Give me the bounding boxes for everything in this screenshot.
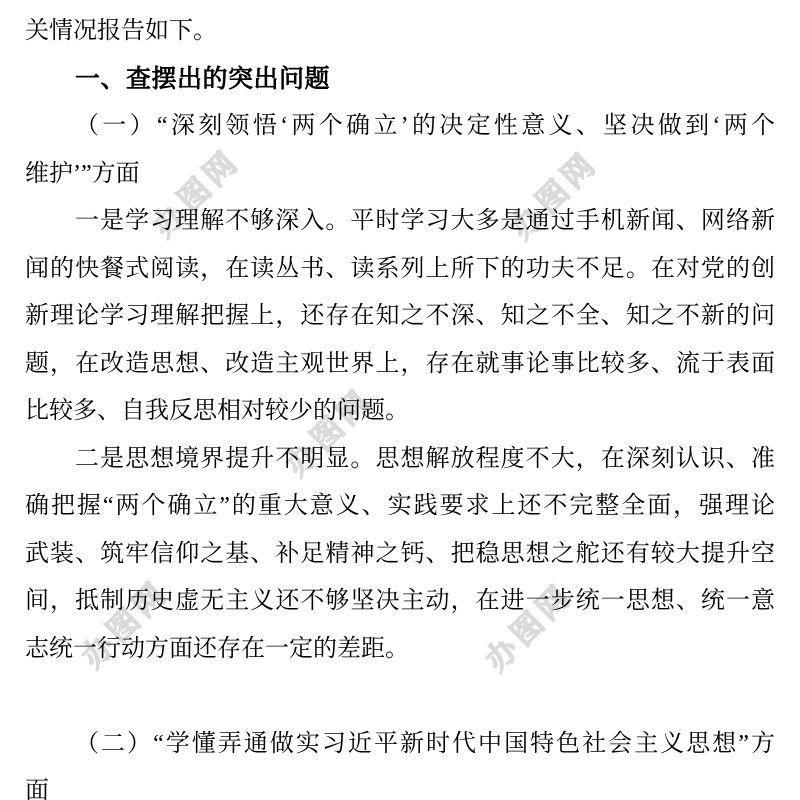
subsection-title-line: 面: [25, 778, 49, 800]
body-text-line: 确把握“两个确立”的重大意义、实践要求上还不完整全面，强理论: [25, 493, 775, 519]
body-text-line: 二是思想境界提升不明显。思想解放程度不大，在深刻认识、准: [75, 445, 775, 472]
body-text-line: 题，在改造思想、改造主观世界上，存在就事论事比较多、流于表面: [25, 350, 775, 377]
watermark-text: 办图网: [145, 142, 247, 244]
body-text-line: 一是学习理解不够深入。平时学习大多是通过手机新闻、网络新: [75, 208, 775, 234]
body-text-line: 闻的快餐式阅读，在读丛书、读系列上所下的功夫不足。在对党的创: [25, 255, 775, 282]
document-body: [25, 8, 775, 800]
body-text-line: 比较多、自我反思相对较少的问题。: [25, 398, 409, 424]
section-heading: 一、查摆出的突出问题: [75, 64, 331, 93]
body-text-line: 志统一行动方面还存在一定的差距。: [25, 635, 409, 662]
watermark-text: 办图网: [503, 144, 605, 246]
watermark-text: 办图网: [74, 573, 176, 675]
subsection-title-line: （一）“深刻领悟‘两个确立’的决定性意义、坚决做到‘两个: [75, 113, 775, 139]
empty-line: [25, 673, 775, 721]
body-text-line: 间，抵制历史虚无主义还不够坚决主动，在进一步统一思想、统一意: [25, 588, 775, 614]
continuation-text-line: 关情况报告如下。: [25, 18, 217, 44]
subsection-title-line: 维护’”方面: [25, 160, 140, 187]
body-text-line: 新理论学习理解把握上，还存在知之不深、知之不全、知之不新的问: [25, 303, 775, 329]
watermark-text: 办图网: [278, 381, 380, 483]
subsection-title-line: （二）“学懂弄通做实习近平新时代中国特色社会主义思想”方: [75, 730, 775, 757]
body-text-line: 武装、筑牢信仰之基、补足精神之钙、把稳思想之舵还有较大提升空: [25, 540, 775, 567]
watermark-text: 办图网: [478, 576, 580, 678]
